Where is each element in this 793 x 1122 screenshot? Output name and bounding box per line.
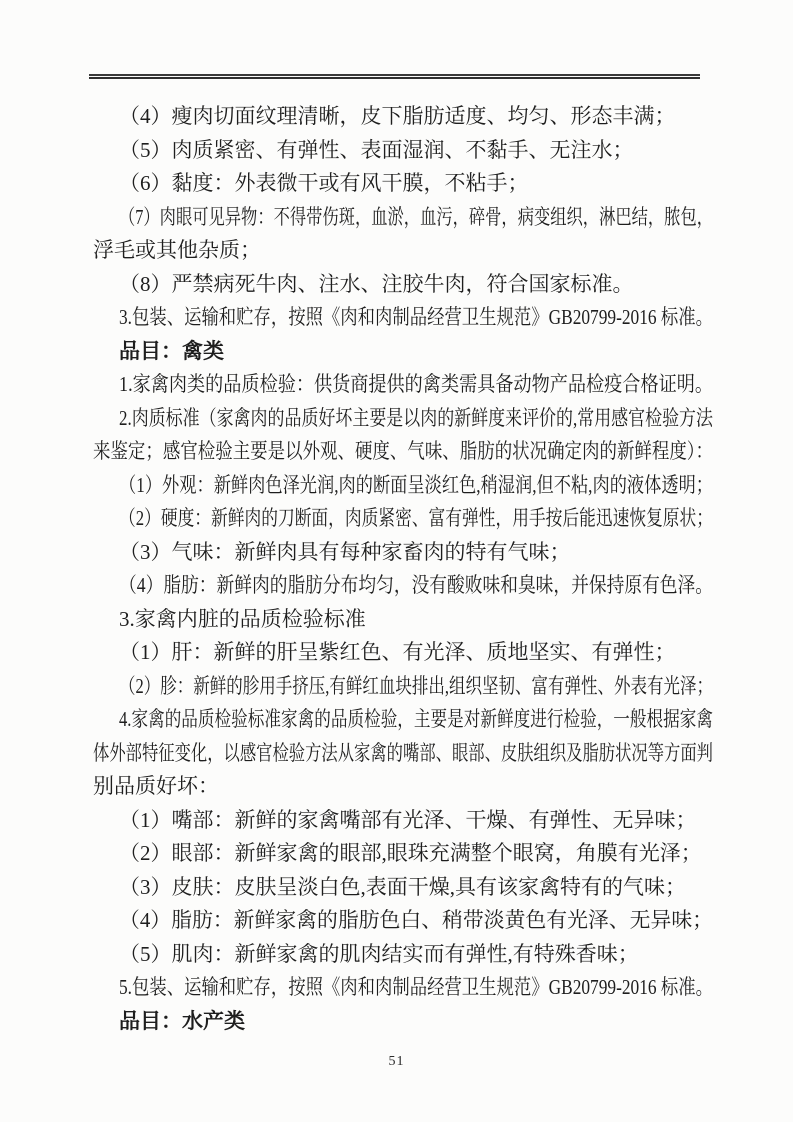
text-line-content: 别品质好坏： [93, 774, 219, 798]
text-line-content: （8）严禁病死牛肉、注水、注胶牛肉，符合国家标准。 [119, 271, 634, 296]
text-line [93, 469, 713, 503]
text-line-content: 3.家禽内脏的品质检验标准 [119, 606, 366, 631]
text-line-content: （5）肉质紧密、有弹性、表面湿润、不黏手、无注水； [119, 137, 634, 162]
text-line-content: （7）肉眼可见异物：不得带伤斑，血淤，血污，碎骨，病变组织，淋巴结，脓包， [119, 204, 713, 229]
text-line [93, 167, 713, 201]
text-line [93, 737, 713, 771]
text-line [93, 234, 713, 268]
text-line [93, 603, 713, 637]
text-line [93, 368, 713, 402]
text-line-content: 来鉴定；感官检验主要是以外观、硬度、气味、脂肪的状况确定肉的新鲜程度）： [93, 439, 713, 463]
text-line [93, 938, 713, 972]
text-line-content: （3）皮肤：皮肤呈淡白色,表面干燥,具有该家禽特有的气味； [119, 874, 686, 899]
text-line-content: （1）嘴部：新鲜的家禽嘴部有光泽、干燥、有弹性、无异味； [119, 807, 697, 832]
text-line-content: （3）气味：新鲜肉具有每种家畜肉的特有气味； [119, 539, 571, 564]
text-line-content: 2.肉质标准（家禽肉的品质好坏主要是以肉的新鲜度来评价的,常用感官检验方法 [119, 405, 713, 430]
text-line-content: （1）肝：新鲜的肝呈紫红色、有光泽、质地坚实、有弹性； [119, 640, 676, 664]
text-line-content: （4）瘦肉切面纹理清晰，皮下脂肪适度、均匀、形态丰满； [119, 104, 676, 128]
document-body [93, 100, 713, 1038]
text-line [93, 201, 713, 235]
text-line-content: 品目：禽类 [119, 338, 224, 363]
text-line-content: 4.家禽的品质检验标准家禽的品质检验，主要是对新鲜度进行检验，一般根据家禽 [119, 707, 713, 731]
text-line-content: （2）胗：新鲜的胗用手挤压,有鲜红血块排出,组织坚韧、富有弹性、外表有光泽； [119, 673, 713, 698]
text-line [93, 837, 713, 871]
text-line-content: 3.包装、运输和贮存，按照《肉和肉制品经营卫生规范》GB20799-2016 标准。 [119, 305, 713, 329]
text-line-content: （2）眼部：新鲜家禽的眼部,眼珠充满整个眼窝，角膜有光泽； [119, 841, 702, 865]
text-line-content: （6）黏度：外表微干或有风干膜，不粘手； [119, 171, 529, 195]
text-line [93, 636, 713, 670]
text-line-content: （4）脂肪：新鲜家禽的脂肪色白、稍带淡黄色有光泽、无异味； [119, 908, 713, 932]
text-line [93, 569, 713, 603]
text-line [93, 971, 713, 1005]
text-line [93, 502, 713, 536]
text-line [93, 134, 713, 168]
text-line [93, 402, 713, 436]
page-number: 51 [388, 1054, 405, 1069]
text-line [93, 670, 713, 704]
text-line [93, 268, 713, 302]
text-line-content: （4）脂肪：新鲜肉的脂肪分布均匀，没有酸败味和臭味，并保持原有色泽。 [119, 573, 713, 597]
text-line [93, 904, 713, 938]
text-line [93, 770, 713, 804]
text-line [93, 804, 713, 838]
text-line-content: 5.包装、运输和贮存，按照《肉和肉制品经营卫生规范》GB20799-2016 标准。 [119, 975, 713, 999]
text-line-content: （5）肌肉：新鲜家禽的肌肉结实而有弹性,有特殊香味； [119, 941, 639, 966]
text-line-content: 体外部特征变化，以感官检验方法从家禽的嘴部、眼部、皮肤组织及脂肪状况等方面判 [93, 740, 713, 765]
text-line-content: 品目：水产类 [119, 1008, 245, 1033]
text-line [93, 871, 713, 905]
text-line-content: 1.家禽肉类的品质检验：供货商提供的禽类需具备动物产品检疫合格证明。 [119, 372, 713, 396]
text-line [93, 301, 713, 335]
header-double-rule [89, 74, 700, 79]
text-line [93, 100, 713, 134]
text-line [93, 435, 713, 469]
text-line [93, 703, 713, 737]
section-heading-poultry [93, 335, 713, 369]
text-line-content: （2）硬度：新鲜肉的刀断面，肉质紧密、富有弹性，用手按后能迅速恢复原状； [119, 506, 713, 530]
section-heading-seafood [93, 1005, 713, 1039]
text-line-content: 浮毛或其他杂质； [93, 238, 261, 262]
text-line-content: （1）外观：新鲜肉色泽光润,肉的断面呈淡红色,稍湿润,但不粘,肉的液体透明； [119, 472, 713, 497]
text-line [93, 536, 713, 570]
